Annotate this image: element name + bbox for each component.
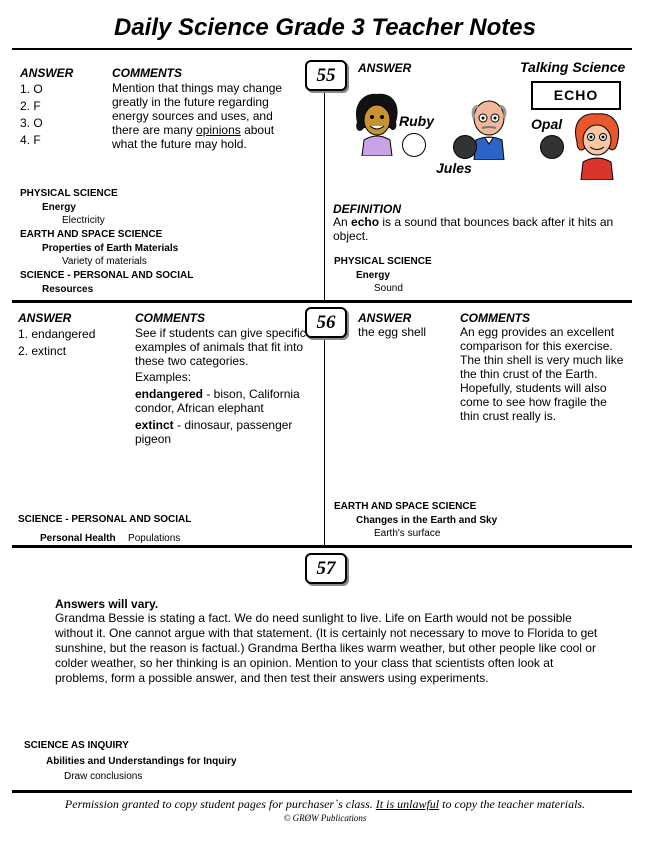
definition-part: An <box>333 215 352 229</box>
standard-sub: Resources <box>42 284 94 295</box>
footer-rule <box>12 790 632 793</box>
definition-heading: DEFINITION <box>333 202 401 216</box>
definition-text <box>333 215 628 243</box>
talking-science-label: Talking Science <box>520 59 626 75</box>
example-extinct <box>135 418 315 446</box>
standard-detail: Electricity <box>62 215 105 226</box>
standard-sub: Properties of Earth Materials <box>42 243 179 254</box>
page-title: Daily Science Grade 3 Teacher Notes <box>114 14 536 41</box>
answer-list-56 <box>18 326 95 360</box>
standard-heading: EARTH AND SPACE SCIENCE <box>20 229 163 240</box>
answer-heading-56-right: ANSWER <box>358 311 412 325</box>
comment-55 <box>112 81 287 151</box>
top-rule <box>12 48 632 50</box>
answer-heading-56: ANSWER <box>18 311 72 325</box>
standard-sub: Energy <box>42 202 76 213</box>
standard-heading: EARTH AND SPACE SCIENCE <box>334 501 477 512</box>
permission-notice <box>0 797 650 812</box>
comments-heading-56-right: COMMENTS <box>460 311 530 325</box>
copyright-notice: © GRØW Publications <box>283 813 367 823</box>
definition-term: echo <box>351 215 380 229</box>
item-number-55: 55 <box>305 60 347 91</box>
standard-detail: Draw conclusions <box>64 771 143 782</box>
answer-circle-ruby[interactable] <box>402 133 426 157</box>
example-text: - bison, California condor, African elephant <box>135 387 300 415</box>
permission-text: Permission granted to copy student pages for purchaser`s class. <box>64 797 376 811</box>
answer-item: 1. O <box>20 82 43 96</box>
answer-item: 1. endangered <box>18 327 96 341</box>
standards-55-right <box>334 256 432 297</box>
standard-detail: Variety of materials <box>62 256 147 267</box>
comments-heading-55: COMMENTS <box>112 66 182 80</box>
standards-56-right <box>334 501 497 542</box>
answer-heading-55: ANSWER <box>20 66 74 80</box>
standard-heading: SCIENCE AS INQUIRY <box>24 740 129 751</box>
standard-sub: Personal Health <box>40 533 116 544</box>
permission-text: to copy the teacher materials. <box>439 797 586 811</box>
character-name-opal: Opal <box>531 116 563 132</box>
opal-character-icon <box>571 112 623 180</box>
answer-heading-55-right: ANSWER <box>358 61 412 75</box>
standard-detail: Earth's surface <box>374 528 441 539</box>
character-name-ruby: Ruby <box>399 113 434 129</box>
answer-circle-jules[interactable] <box>453 135 477 159</box>
comment-text: See if students can give specific examples of animals that fit into these two categories. <box>135 326 306 368</box>
standard-detail: Populations <box>128 533 181 544</box>
divider-56 <box>324 330 325 546</box>
answer-list-55 <box>20 81 43 149</box>
right-comment-56: An egg provides an excellent comparison for this exercise. The thin shell is very much like the thin crust of the Earth. Hopefully, students will also come to see how fragile the thin crust really is. <box>460 325 624 423</box>
answer-item: 4. F <box>20 133 41 147</box>
definition-part: is a sound that bounces back after it hits an object. <box>333 215 614 243</box>
standard-sub: Changes in the Earth and Sky <box>356 515 498 526</box>
ruby-character-icon <box>354 92 400 156</box>
section-rule-56 <box>12 545 632 548</box>
standard-heading: PHYSICAL SCIENCE <box>20 188 118 199</box>
standards-57 <box>24 740 237 785</box>
right-answer-56: the egg shell <box>358 325 427 339</box>
item-number-56: 56 <box>305 307 347 338</box>
standard-detail: Sound <box>374 283 403 294</box>
standards-56-left <box>18 514 191 542</box>
permission-underlined: It is unlawful <box>375 797 440 811</box>
section-rule-55 <box>12 300 632 303</box>
standard-sub: Abilities and Understandings for Inquiry <box>46 756 237 767</box>
standard-heading: PHYSICAL SCIENCE <box>334 256 432 267</box>
answer-item: 2. F <box>20 99 41 113</box>
echo-box: ECHO <box>531 81 621 110</box>
standard-heading: SCIENCE - PERSONAL AND SOCIAL <box>18 514 192 525</box>
answer-item: 2. extinct <box>18 344 67 358</box>
examples-label: Examples: <box>135 370 192 384</box>
standard-heading: SCIENCE - PERSONAL AND SOCIAL <box>20 270 194 281</box>
example-endangered <box>135 387 315 415</box>
standard-row <box>18 528 191 542</box>
comment-text: about what the future may hold. <box>112 123 275 151</box>
answer-item: 3. O <box>20 116 43 130</box>
standard-sub: Energy <box>356 270 390 281</box>
divider-55 <box>324 78 325 300</box>
answer-circle-opal[interactable] <box>540 135 564 159</box>
comment-text: Mention that things may change greatly in the future regarding energy sources and uses, and there are many <box>112 81 283 137</box>
answer-heading-57: Answers will vary. <box>55 597 159 611</box>
example-term: extinct <box>135 418 174 432</box>
comments-heading-56: COMMENTS <box>135 311 205 325</box>
character-name-jules: Jules <box>436 160 472 176</box>
item-number-57: 57 <box>305 553 347 584</box>
comment-underlined-word: opinions <box>196 123 241 137</box>
example-term: endangered <box>135 387 204 401</box>
example-text: - dinosaur, passenger pigeon <box>135 418 293 446</box>
explanation-57: Grandma Bessie is stating a fact. We do need sunlight to live. Life on Earth would not be possible without it. One cannot argue with that statement. (It is certainly not necessary to move to Florida to get sunshine, but the reason is factual.) Grandma Bertha likes warm weather, but other people like cool or colder weather, so her thinking is an opinion. Mention to your class that scientists often look at problems, form a possible answer, and then test their answers using experiments. <box>55 611 598 685</box>
comment-56 <box>135 326 315 446</box>
standards-55-left <box>20 188 193 297</box>
